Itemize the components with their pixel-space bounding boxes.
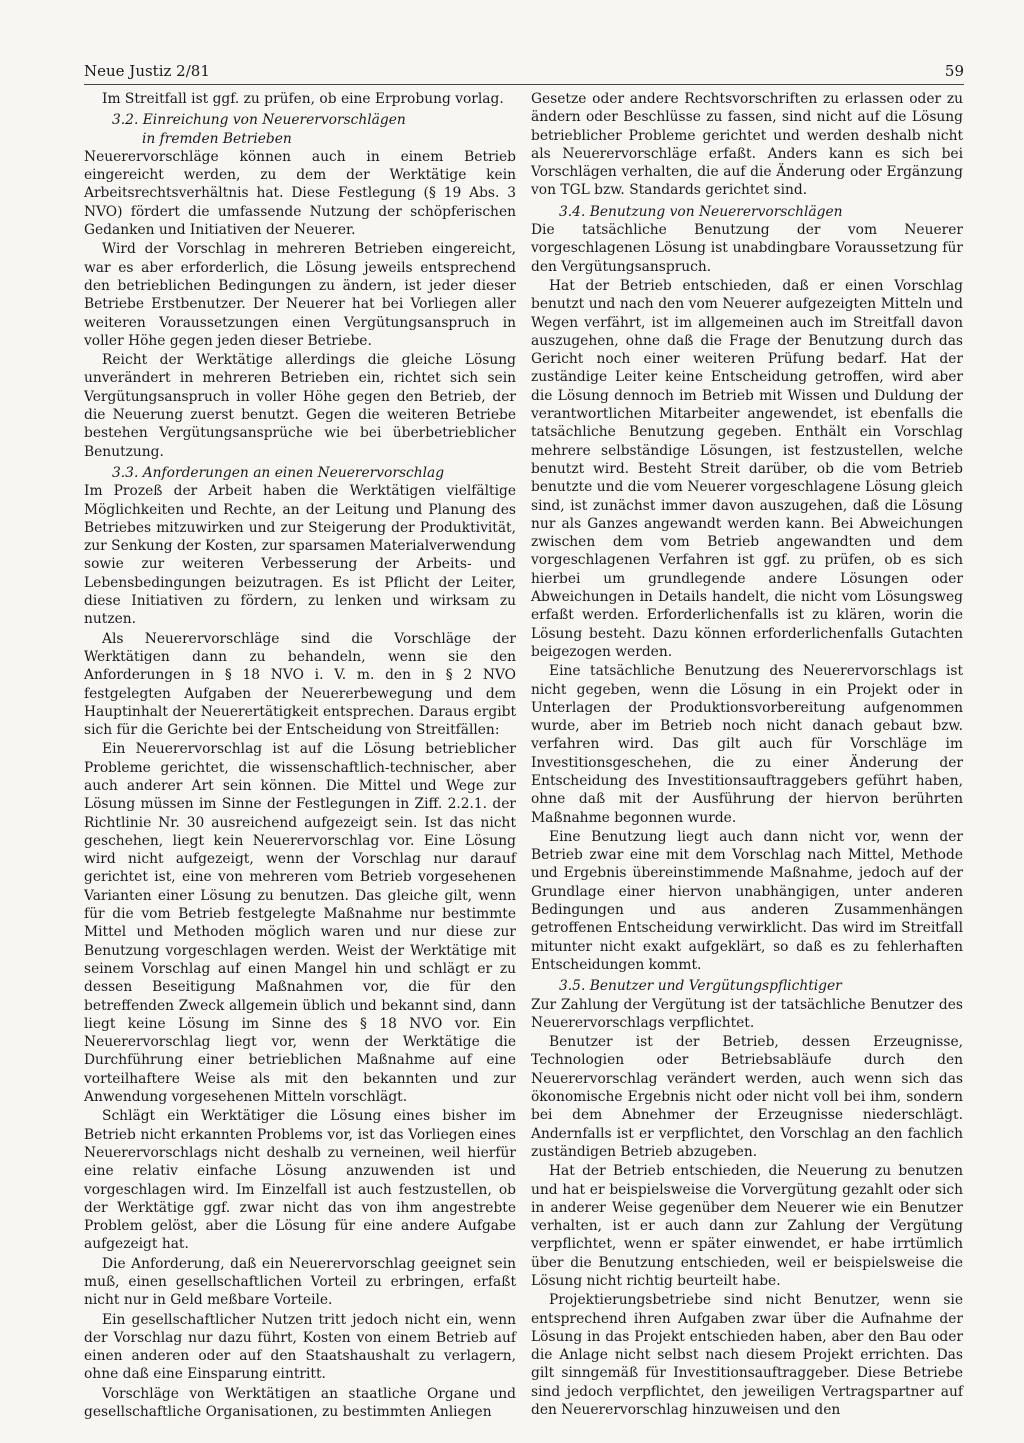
paragraph: Zur Zahlung der Vergütung ist der tatsächliche Benutzer des Neuerervorschlags verpflichtet. — [531, 996, 963, 1031]
paragraph: Gesetze oder andere Rechtsvorschriften zu erlassen oder zu ändern oder Beschlüsse zu fassen, sind nicht auf die Lösung betrieblicher Probleme gerichtet und werden deshalb nicht als Neuerervorschläge erfaßt. Anders kann es sich bei Vorschlägen verhalten, die auf die Änderung oder Ergänzung von TGL bzw. Standards gerichtet sind. — [531, 91, 963, 199]
section-heading-3-4: 3.4. Benutzung von Neuerervorschlägen — [559, 203, 843, 220]
paragraph: Im Prozeß der Arbeit haben die Werktätigen vielfältige Möglichkeiten und Rechte, an der Leitung und Planung des Betriebes mitzuwirken und zur Steigerung der Produktivität, zur Senkung der Kosten, zur sparsamen Materialverwendung sowie zur weiteren Verbesserung der Arbeits- und Lebensbedingungen beizutragen. Es ist Pflicht der Leiter, diese Initiativen zu fördern, zu lenken und wirksam zu nutzen. — [84, 483, 516, 628]
section-heading-3-5: 3.5. Benutzer und Vergütungspflichtiger — [559, 978, 842, 995]
paragraph: Hat der Betrieb entschieden, daß er einen Vorschlag benutzt und nach den vom Neuerer aufgezeigten Mitteln und Wegen verfährt, ist im allgemeinen auch im Streitfall davon auszugehen, ohne daß die Frage der Benutzung durch das Gericht noch einer weiteren Prüfung bedarf. Hat der zuständige Leiter keine Entscheidung getroffen, wird aber die Lösung dennoch im Betrieb mit Wissen und Duldung der verantwortlichen Mitarbeiter angewendet, ist ebenfalls die tatsächliche Benutzung gegeben. Enthält ein Vorschlag mehrere selbständige Lösungen, ist festzustellen, welche benutzt wird. Besteht Streit darüber, ob die vom Betrieb benutzte und die vom Neuerer vorgeschlagene Lösung gleich sind, ist zunächst immer davon auszugehen, daß die Lösung nur als Ganzes angewandt werden kann. Bei Abweichungen zwischen dem vom Betrieb angewandten und dem vorgeschlagenen Verfahren ist ggf. zu prüfen, ob es sich hierbei um grundlegende andere Lösungen oder Abweichungen in Details handelt, die nicht vom Lösungsweg erfaßt werden. Erforderlichenfalls ist zu klären, worin die Lösung besteht. Dazu können erforderlichenfalls Gutachten beigezogen werden. — [531, 277, 963, 660]
paragraph: Als Neuerervorschläge sind die Vorschläge der Werktätigen dann zu behandeln, wenn sie den Anforderungen in § 18 NVO i. V. m. den in § 2 NVO festgelegten Aufgaben der Neuererbewegung und dem Hauptinhalt der Neuerertätigkeit entsprechen. Daraus ergibt sich für die Gerichte bei der Entscheidung von Streitfällen: — [84, 630, 516, 739]
paragraph: Die tatsächliche Benutzung der vom Neuerer vorgeschlagenen Lösung ist unabdingbare Voraussetzung für den Vergütungsanspruch. — [531, 222, 963, 275]
paragraph: Neuerervorschläge können auch in einem Betrieb eingereicht werden, zu dem der Werktätige kein Arbeitsrechtsverhältnis hat. Diese Festlegung (§ 19 Abs. 3 NVO) fördert die umfassende Nutzung der schöpferischen Gedanken und Initiativen der Neuerer. — [84, 148, 516, 239]
paragraph: Hat der Betrieb entschieden, die Neuerung zu benutzen und hat er beispielsweise die Vorvergütung gezahlt oder sich in anderer Weise gegenüber dem Neuerer wie ein Benutzer verhalten, ist er auch dann zur Zahlung der Vergütung verpflichtet, wenn er später einwendet, er habe irrtümlich über die Benutzung entschieden, weil er beispielsweise die Lösung nicht richtig beurteilt habe. — [531, 1163, 963, 1289]
right-column — [531, 90, 963, 1420]
section-heading-3-2: 3.2. Einreichung von Neuerervorschlägen — [112, 112, 406, 129]
page-number: 59 — [944, 62, 964, 80]
running-header — [84, 58, 964, 85]
paragraph: Ein gesellschaftlicher Nutzen tritt jedoch nicht ein, wenn der Vorschlag nur dazu führt, Kosten von einem Betrieb auf einen anderen oder auf den Staatshaushalt zu verlagern, ohne daß eine Einsparung eintritt. — [84, 1311, 516, 1383]
paragraph: Wird der Vorschlag in mehreren Betrieben eingereicht, war es aber erforderlich, die Lösung jeweils entsprechend den betrieblichen Bedingungen zu ändern, ist jeder dieser Betriebe Erstbenutzer. Der Neuerer hat bei Vorliegen aller weiteren Voraussetzungen einen Vergütungsanspruch in voller Höhe gegen jeden dieser Betriebe. — [84, 241, 516, 349]
paragraph: Projektierungsbetriebe sind nicht Benutzer, wenn sie entsprechend ihren Aufgaben zwar über die Aufnahme der Lösung in das Projekt entschieden haben, aber den Bau oder die Anlage nicht selbst nach diesem Projekt errichten. Das gilt sinngemäß für Investitionsauftraggeber. Diese Betriebe sind jedoch verpflichtet, den jeweiligen Vertragspartner auf den Neuerervorschlag hinzuweisen und den — [531, 1292, 963, 1419]
paragraph: Schlägt ein Werktätiger die Lösung eines bisher im Betrieb nicht erkannten Problems vor, ist das Vorliegen eines Neuerervorschlags nicht deshalb zu verneinen, weil hierfür eine relativ einfache Lösung anzuwenden ist und vorgeschlagen wird. Im Einzelfall ist auch festzustellen, ob der Werktätige ggf. zwar nicht das von ihm angestrebte Problem gelöst, aber die Lösung für eine andere Aufgabe aufgezeigt hat. — [84, 1108, 516, 1253]
paragraph: Ein Neuerervorschlag ist auf die Lösung betrieblicher Probleme gerichtet, die wissenschaftlich-technischer, aber auch anderer Art sein können. Die Mittel und Wege zur Lösung müssen im Sinne der Festlegungen in Ziff. 2.2.1. der Richtlinie Nr. 30 ausreichend aufgezeigt sein. Ist das nicht geschehen, liegt kein Neuerervorschlag vor. Eine Lösung wird nicht aufgezeigt, wenn der Vorschlag nur darauf gerichtet ist, eine von mehreren vom Betrieb vorgesehenen Varianten einer Lösung zu benutzen. Das gleiche gilt, wenn für die vom Betrieb festgelegte Maßnahme nur bestimmte Mittel und Methoden möglich waren und nur diese zur Benutzung vorgeschlagen werden. Weist der Werktätige mit seinem Vorschlag auf einen Mangel hin und schlägt er zu dessen Beseitigung Maßnahmen vor, die für den betreffenden Zweck allgemein üblich und bekannt sind, dann liegt keine Lösung im Sinne des § 18 NVO vor. Ein Neuerervorschlag liegt vor, wenn der Werktätige die Durchführung einer betrieblichen Maßnahme auf eine vorteilhaftere Weise als mit den bekannten und zur Anwendung vorgesehenen Mitteln vorschlägt. — [84, 741, 516, 1106]
paragraph: Im Streitfall ist ggf. zu prüfen, ob eine Erprobung vorlag. — [102, 91, 504, 107]
paragraph: Benutzer ist der Betrieb, dessen Erzeugnisse, Technologien oder Betriebsabläufe durch den Neuerervorschlag verändert werden, auch wenn sich das ökonomische Ergebnis nicht oder nicht voll bei ihm, sondern bei dem Abnehmer der Erzeugnisse niederschlägt. Andernfalls ist er verpflichtet, den Vorschlag an den fachlich zuständigen Betrieb abzugeben. — [531, 1034, 963, 1160]
paragraph: Vorschläge von Werktätigen an staatliche Organe und gesellschaftliche Organisationen, zu bestimmten Anliegen — [84, 1385, 516, 1421]
paragraph: Eine Benutzung liegt auch dann nicht vor, wenn der Betrieb zwar eine mit dem Vorschlag nach Mittel, Methode und Ergebnis übereinstimmende Maßnahme, jedoch auf der Grundlage einer hiervon unabhängigen, unter anderen Bedingungen und aus anderen Zusammenhängen getroffenen Entscheidung verwirklicht. Das wird im Streitfall mitunter nicht exakt aufgeklärt, so daß es zu fehlerhaften Entscheidungen kommt. — [531, 828, 963, 973]
section-heading-3-2-cont: in fremden Betrieben — [142, 130, 292, 147]
journal-title: Neue Justiz 2/81 — [84, 62, 210, 80]
left-column — [84, 90, 516, 1422]
section-heading-3-3: 3.3. Anforderungen an einen Neuerervorschlag — [112, 464, 445, 481]
paragraph: Die Anforderung, daß ein Neuerervorschlag geeignet sein muß, einen gesellschaftlichen Vorteil zu erbringen, erfaßt nicht nur in Geld meßbare Vorteile. — [84, 1255, 516, 1309]
paragraph: Reicht der Werktätige allerdings die gleiche Lösung unverändert in mehreren Betrieben ein, richtet sich sein Vergütungsanspruch in voller Höhe gegen den Betrieb, der die Neuerung zuerst benutzt. Gegen die weiteren Betriebe bestehen Vergütungsansprüche wie bei überbetrieblicher Benutzung. — [84, 352, 516, 460]
paragraph: Eine tatsächliche Benutzung des Neuerervorschlags ist nicht gegeben, wenn die Lösung in ein Projekt oder in Unterlagen der Produktionsvorbereitung aufgenommen wurde, aber im Betrieb noch nicht danach gebaut bzw. verfahren wird. Das gilt auch für Vorschläge im Investitionsgeschehen, die zu einer Änderung der Entscheidung des Investitionsauftraggebers geführt haben, ohne daß mit der Ausführung der hiervon berührten Maßnahme begonnen wurde. — [531, 663, 963, 826]
